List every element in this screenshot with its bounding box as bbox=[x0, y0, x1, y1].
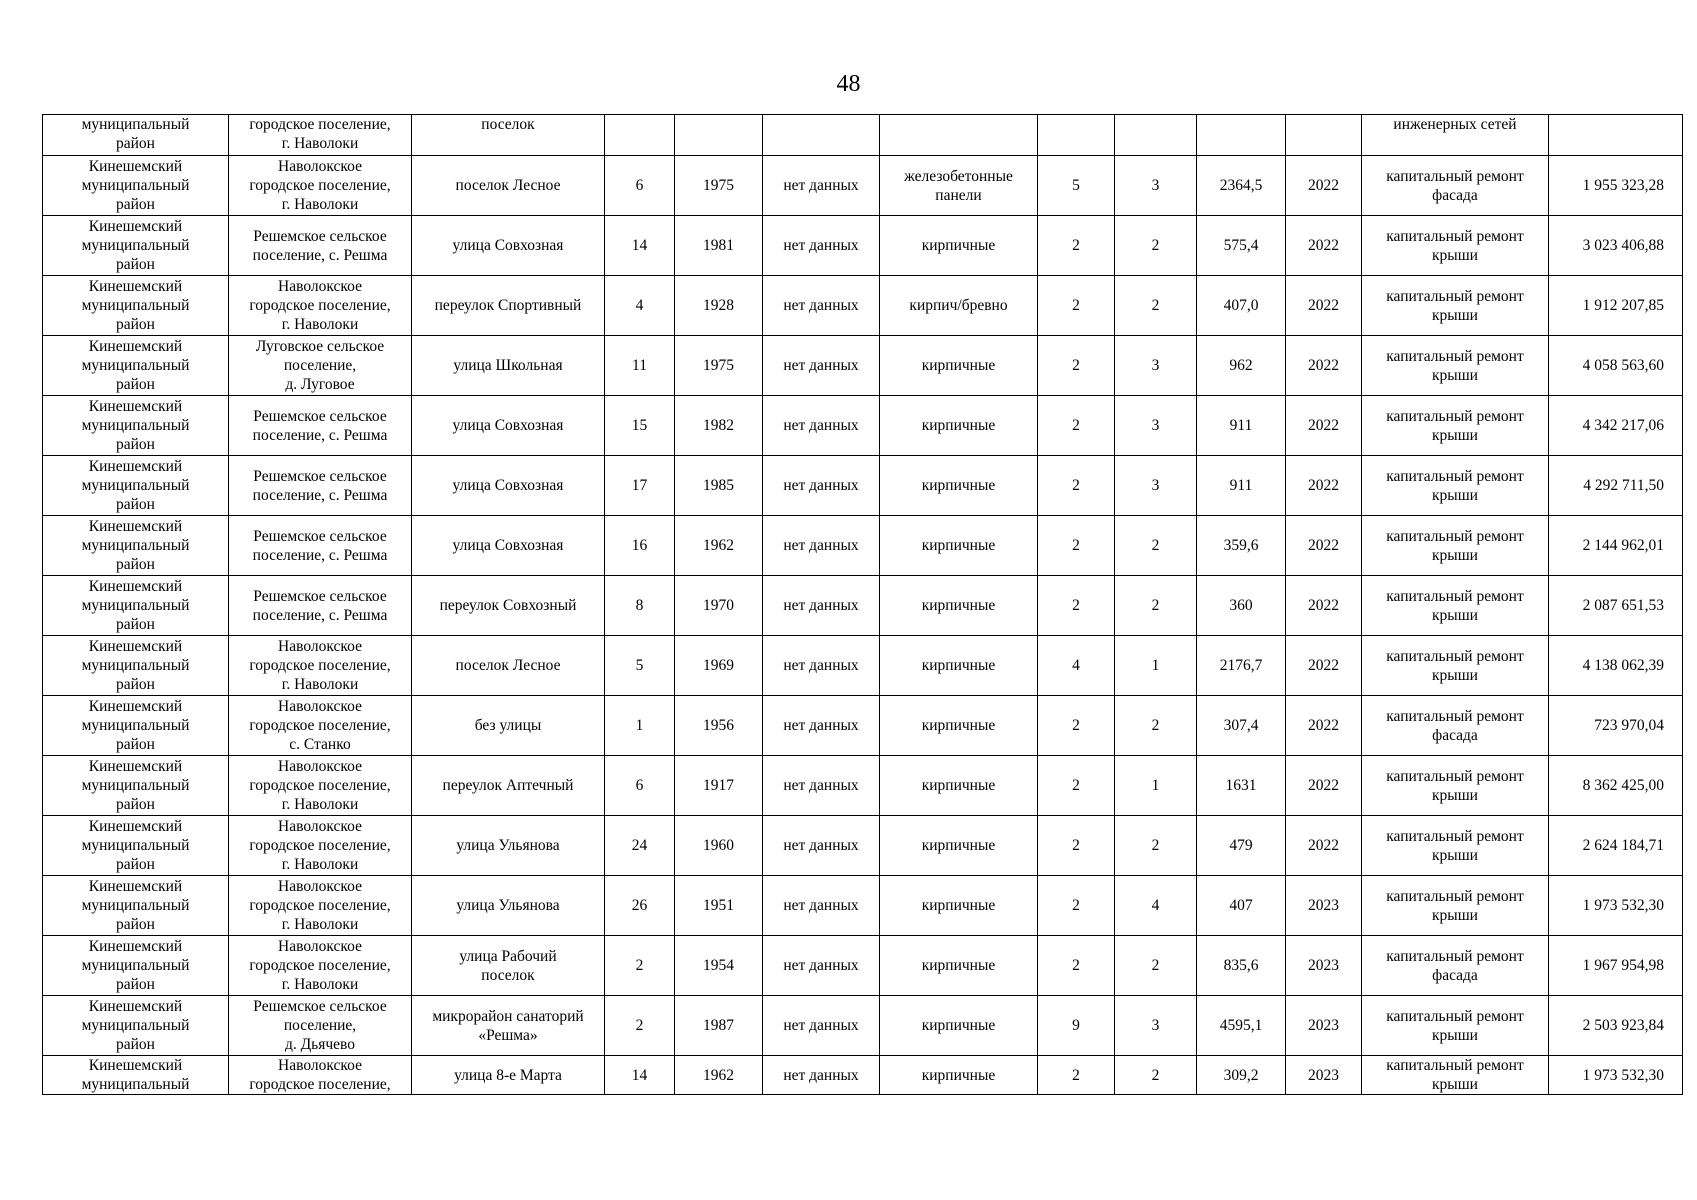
table-row bbox=[43, 636, 1683, 696]
district-cell: Кинешемский муниципальный район bbox=[43, 996, 229, 1056]
table-row bbox=[43, 396, 1683, 456]
area-cell: 911 bbox=[1197, 456, 1286, 516]
settlement-cell: Решемское сельское поселение, с. Решма bbox=[229, 576, 412, 636]
district-cell: Кинешемский муниципальный район bbox=[43, 576, 229, 636]
street-cell: улица Рабочий поселок bbox=[412, 936, 605, 996]
floors-cell: 2 bbox=[1038, 396, 1115, 456]
build-year-cell bbox=[675, 115, 763, 156]
district-cell: Кинешемский муниципальный район bbox=[43, 636, 229, 696]
floors-cell: 2 bbox=[1038, 576, 1115, 636]
entrances-cell: 3 bbox=[1115, 156, 1197, 216]
entrances-cell: 4 bbox=[1115, 876, 1197, 936]
area-cell: 911 bbox=[1197, 396, 1286, 456]
floors-cell: 2 bbox=[1038, 816, 1115, 876]
work-type-cell: капитальный ремонт крыши bbox=[1362, 876, 1549, 936]
cost-cell: 2 144 962,01 bbox=[1549, 516, 1683, 576]
wall-material-cell: кирпичные bbox=[880, 1056, 1038, 1095]
district-cell: муниципальный район bbox=[43, 115, 229, 156]
commissioning-cell: нет данных bbox=[763, 936, 880, 996]
commissioning-cell: нет данных bbox=[763, 456, 880, 516]
repair-year-cell: 2022 bbox=[1286, 156, 1362, 216]
settlement-cell: Наволокское городское поселение, г. Наволоки bbox=[229, 876, 412, 936]
wall-material-cell: кирпичные bbox=[880, 336, 1038, 396]
table-row bbox=[43, 756, 1683, 816]
work-type-cell: капитальный ремонт крыши bbox=[1362, 816, 1549, 876]
build-year-cell: 1962 bbox=[675, 516, 763, 576]
house-number-cell: 15 bbox=[605, 396, 675, 456]
build-year-cell: 1982 bbox=[675, 396, 763, 456]
build-year-cell: 1928 bbox=[675, 276, 763, 336]
street-cell: поселок Лесное bbox=[412, 156, 605, 216]
house-number-cell: 26 bbox=[605, 876, 675, 936]
build-year-cell: 1985 bbox=[675, 456, 763, 516]
entrances-cell: 2 bbox=[1115, 216, 1197, 276]
district-cell: Кинешемский муниципальный район bbox=[43, 696, 229, 756]
repair-year-cell: 2023 bbox=[1286, 1056, 1362, 1095]
work-type-cell: капитальный ремонт крыши bbox=[1362, 216, 1549, 276]
floors-cell: 5 bbox=[1038, 156, 1115, 216]
house-number-cell: 5 bbox=[605, 636, 675, 696]
district-cell: Кинешемский муниципальный район bbox=[43, 216, 229, 276]
settlement-cell: Решемское сельское поселение, с. Решма bbox=[229, 456, 412, 516]
house-number-cell bbox=[605, 115, 675, 156]
commissioning-cell: нет данных bbox=[763, 696, 880, 756]
street-cell: переулок Спортивный bbox=[412, 276, 605, 336]
district-cell: Кинешемский муниципальный район bbox=[43, 516, 229, 576]
table-row bbox=[43, 276, 1683, 336]
table-row bbox=[43, 576, 1683, 636]
district-cell: Кинешемский муниципальный bbox=[43, 1056, 229, 1095]
work-type-cell: капитальный ремонт крыши bbox=[1362, 756, 1549, 816]
entrances-cell: 2 bbox=[1115, 696, 1197, 756]
cost-cell bbox=[1549, 115, 1683, 156]
work-type-cell: капитальный ремонт крыши bbox=[1362, 636, 1549, 696]
table-row bbox=[43, 516, 1683, 576]
work-type-cell: инженерных сетей bbox=[1362, 115, 1549, 156]
street-cell: улица Школьная bbox=[412, 336, 605, 396]
page-number: 48 bbox=[836, 71, 861, 97]
work-type-cell: капитальный ремонт крыши bbox=[1362, 1056, 1549, 1095]
floors-cell: 4 bbox=[1038, 636, 1115, 696]
cost-cell: 4 138 062,39 bbox=[1549, 636, 1683, 696]
house-number-cell: 14 bbox=[605, 216, 675, 276]
house-number-cell: 24 bbox=[605, 816, 675, 876]
wall-material-cell: кирпичные bbox=[880, 816, 1038, 876]
district-cell: Кинешемский муниципальный район bbox=[43, 756, 229, 816]
build-year-cell: 1954 bbox=[675, 936, 763, 996]
street-cell: переулок Аптечный bbox=[412, 756, 605, 816]
area-cell: 360 bbox=[1197, 576, 1286, 636]
entrances-cell: 1 bbox=[1115, 636, 1197, 696]
work-type-cell: капитальный ремонт крыши bbox=[1362, 276, 1549, 336]
entrances-cell: 3 bbox=[1115, 456, 1197, 516]
house-number-cell: 2 bbox=[605, 936, 675, 996]
settlement-cell: Наволокское городское поселение, bbox=[229, 1056, 412, 1095]
street-cell: переулок Совхозный bbox=[412, 576, 605, 636]
house-number-cell: 2 bbox=[605, 996, 675, 1056]
repair-year-cell: 2022 bbox=[1286, 276, 1362, 336]
wall-material-cell: кирпичные bbox=[880, 216, 1038, 276]
floors-cell: 2 bbox=[1038, 216, 1115, 276]
build-year-cell: 1951 bbox=[675, 876, 763, 936]
cost-cell: 2 087 651,53 bbox=[1549, 576, 1683, 636]
table-row bbox=[43, 336, 1683, 396]
area-cell: 407,0 bbox=[1197, 276, 1286, 336]
entrances-cell: 1 bbox=[1115, 756, 1197, 816]
area-cell: 2364,5 bbox=[1197, 156, 1286, 216]
work-type-cell: капитальный ремонт крыши bbox=[1362, 396, 1549, 456]
entrances-cell: 3 bbox=[1115, 996, 1197, 1056]
commissioning-cell: нет данных bbox=[763, 216, 880, 276]
commissioning-cell: нет данных bbox=[763, 816, 880, 876]
repair-year-cell: 2022 bbox=[1286, 576, 1362, 636]
street-cell: поселок bbox=[412, 115, 605, 156]
settlement-cell: Решемское сельское поселение, с. Решма bbox=[229, 516, 412, 576]
area-cell: 962 bbox=[1197, 336, 1286, 396]
street-cell: микрорайон санаторий «Решма» bbox=[412, 996, 605, 1056]
house-number-cell: 16 bbox=[605, 516, 675, 576]
build-year-cell: 1956 bbox=[675, 696, 763, 756]
commissioning-cell: нет данных bbox=[763, 336, 880, 396]
commissioning-cell: нет данных bbox=[763, 756, 880, 816]
district-cell: Кинешемский муниципальный район bbox=[43, 276, 229, 336]
settlement-cell: Решемское сельское поселение, с. Решма bbox=[229, 216, 412, 276]
commissioning-cell: нет данных bbox=[763, 516, 880, 576]
repair-year-cell: 2022 bbox=[1286, 396, 1362, 456]
settlement-cell: Наволокское городское поселение, г. Наволоки bbox=[229, 276, 412, 336]
table-row bbox=[43, 876, 1683, 936]
street-cell: улица Совхозная bbox=[412, 216, 605, 276]
street-cell: улица Ульянова bbox=[412, 816, 605, 876]
commissioning-cell: нет данных bbox=[763, 1056, 880, 1095]
street-cell: улица Совхозная bbox=[412, 396, 605, 456]
cost-cell: 1 973 532,30 bbox=[1549, 1056, 1683, 1095]
floors-cell: 2 bbox=[1038, 276, 1115, 336]
build-year-cell: 1970 bbox=[675, 576, 763, 636]
cost-cell: 1 955 323,28 bbox=[1549, 156, 1683, 216]
house-number-cell: 14 bbox=[605, 1056, 675, 1095]
repair-year-cell: 2022 bbox=[1286, 336, 1362, 396]
settlement-cell: Луговское сельское поселение, д. Луговое bbox=[229, 336, 412, 396]
cost-cell: 4 058 563,60 bbox=[1549, 336, 1683, 396]
wall-material-cell: кирпичные bbox=[880, 636, 1038, 696]
street-cell: улица Ульянова bbox=[412, 876, 605, 936]
district-cell: Кинешемский муниципальный район bbox=[43, 876, 229, 936]
cost-cell: 2 503 923,84 bbox=[1549, 996, 1683, 1056]
entrances-cell: 3 bbox=[1115, 396, 1197, 456]
area-cell: 835,6 bbox=[1197, 936, 1286, 996]
area-cell: 479 bbox=[1197, 816, 1286, 876]
floors-cell: 2 bbox=[1038, 456, 1115, 516]
cost-cell: 723 970,04 bbox=[1549, 696, 1683, 756]
build-year-cell: 1962 bbox=[675, 1056, 763, 1095]
work-type-cell: капитальный ремонт крыши bbox=[1362, 996, 1549, 1056]
wall-material-cell: кирпич/бревно bbox=[880, 276, 1038, 336]
repair-year-cell: 2023 bbox=[1286, 936, 1362, 996]
area-cell: 1631 bbox=[1197, 756, 1286, 816]
district-cell: Кинешемский муниципальный район bbox=[43, 456, 229, 516]
work-type-cell: капитальный ремонт крыши bbox=[1362, 456, 1549, 516]
cost-cell: 2 624 184,71 bbox=[1549, 816, 1683, 876]
house-number-cell: 8 bbox=[605, 576, 675, 636]
floors-cell: 9 bbox=[1038, 996, 1115, 1056]
build-year-cell: 1960 bbox=[675, 816, 763, 876]
wall-material-cell: кирпичные bbox=[880, 456, 1038, 516]
work-type-cell: капитальный ремонт крыши bbox=[1362, 576, 1549, 636]
area-cell: 2176,7 bbox=[1197, 636, 1286, 696]
street-cell: улица Совхозная bbox=[412, 456, 605, 516]
work-type-cell: капитальный ремонт фасада bbox=[1362, 696, 1549, 756]
build-year-cell: 1987 bbox=[675, 996, 763, 1056]
cost-cell: 3 023 406,88 bbox=[1549, 216, 1683, 276]
floors-cell: 2 bbox=[1038, 696, 1115, 756]
settlement-cell: Наволокское городское поселение, г. Наволоки bbox=[229, 756, 412, 816]
settlement-cell: Решемское сельское поселение, д. Дьячево bbox=[229, 996, 412, 1056]
wall-material-cell: кирпичные bbox=[880, 756, 1038, 816]
entrances-cell: 2 bbox=[1115, 936, 1197, 996]
street-cell: улица Совхозная bbox=[412, 516, 605, 576]
commissioning-cell: нет данных bbox=[763, 996, 880, 1056]
build-year-cell: 1975 bbox=[675, 156, 763, 216]
wall-material-cell: кирпичные bbox=[880, 936, 1038, 996]
entrances-cell: 2 bbox=[1115, 576, 1197, 636]
table-row bbox=[43, 996, 1683, 1056]
district-cell: Кинешемский муниципальный район bbox=[43, 336, 229, 396]
cost-cell: 1 967 954,98 bbox=[1549, 936, 1683, 996]
wall-material-cell bbox=[880, 115, 1038, 156]
cost-cell: 4 342 217,06 bbox=[1549, 396, 1683, 456]
entrances-cell: 3 bbox=[1115, 336, 1197, 396]
house-number-cell: 11 bbox=[605, 336, 675, 396]
entrances-cell: 2 bbox=[1115, 816, 1197, 876]
floors-cell: 2 bbox=[1038, 936, 1115, 996]
area-cell bbox=[1197, 115, 1286, 156]
repair-year-cell: 2022 bbox=[1286, 636, 1362, 696]
repair-year-cell: 2023 bbox=[1286, 996, 1362, 1056]
build-year-cell: 1981 bbox=[675, 216, 763, 276]
district-cell: Кинешемский муниципальный район bbox=[43, 936, 229, 996]
commissioning-cell: нет данных bbox=[763, 156, 880, 216]
district-cell: Кинешемский муниципальный район bbox=[43, 816, 229, 876]
commissioning-cell bbox=[763, 115, 880, 156]
floors-cell: 2 bbox=[1038, 876, 1115, 936]
area-cell: 307,4 bbox=[1197, 696, 1286, 756]
commissioning-cell: нет данных bbox=[763, 576, 880, 636]
settlement-cell: Решемское сельское поселение, с. Решма bbox=[229, 396, 412, 456]
table-row bbox=[43, 115, 1683, 156]
table-row bbox=[43, 216, 1683, 276]
work-type-cell: капитальный ремонт крыши bbox=[1362, 336, 1549, 396]
entrances-cell: 2 bbox=[1115, 276, 1197, 336]
build-year-cell: 1917 bbox=[675, 756, 763, 816]
cost-cell: 8 362 425,00 bbox=[1549, 756, 1683, 816]
repair-year-cell: 2022 bbox=[1286, 516, 1362, 576]
floors-cell: 2 bbox=[1038, 1056, 1115, 1095]
cost-cell: 4 292 711,50 bbox=[1549, 456, 1683, 516]
wall-material-cell: кирпичные bbox=[880, 576, 1038, 636]
repair-year-cell: 2022 bbox=[1286, 756, 1362, 816]
house-number-cell: 4 bbox=[605, 276, 675, 336]
repair-year-cell: 2022 bbox=[1286, 456, 1362, 516]
settlement-cell: Наволокское городское поселение, г. Наволоки bbox=[229, 936, 412, 996]
repair-year-cell: 2022 bbox=[1286, 816, 1362, 876]
table-row bbox=[43, 156, 1683, 216]
wall-material-cell: кирпичные bbox=[880, 996, 1038, 1056]
repair-year-cell bbox=[1286, 115, 1362, 156]
table-body bbox=[43, 115, 1683, 1095]
table-row bbox=[43, 936, 1683, 996]
commissioning-cell: нет данных bbox=[763, 276, 880, 336]
entrances-cell bbox=[1115, 115, 1197, 156]
table-row bbox=[43, 1056, 1683, 1095]
work-type-cell: капитальный ремонт фасада bbox=[1362, 936, 1549, 996]
street-cell: без улицы bbox=[412, 696, 605, 756]
street-cell: улица 8-е Марта bbox=[412, 1056, 605, 1095]
cost-cell: 1 973 532,30 bbox=[1549, 876, 1683, 936]
area-cell: 575,4 bbox=[1197, 216, 1286, 276]
repair-year-cell: 2022 bbox=[1286, 696, 1362, 756]
settlement-cell: Наволокское городское поселение, г. Наволоки bbox=[229, 816, 412, 876]
floors-cell: 2 bbox=[1038, 516, 1115, 576]
area-cell: 407 bbox=[1197, 876, 1286, 936]
table-row bbox=[43, 456, 1683, 516]
settlement-cell: Наволокское городское поселение, г. Наволоки bbox=[229, 636, 412, 696]
commissioning-cell: нет данных bbox=[763, 876, 880, 936]
settlement-cell: Наволокское городское поселение, с. Станко bbox=[229, 696, 412, 756]
wall-material-cell: кирпичные bbox=[880, 516, 1038, 576]
commissioning-cell: нет данных bbox=[763, 396, 880, 456]
build-year-cell: 1975 bbox=[675, 336, 763, 396]
wall-material-cell: железобетонные панели bbox=[880, 156, 1038, 216]
housing-repair-table bbox=[42, 114, 1683, 1095]
floors-cell bbox=[1038, 115, 1115, 156]
cost-cell: 1 912 207,85 bbox=[1549, 276, 1683, 336]
work-type-cell: капитальный ремонт фасада bbox=[1362, 156, 1549, 216]
floors-cell: 2 bbox=[1038, 336, 1115, 396]
settlement-cell: Наволокское городское поселение, г. Наволоки bbox=[229, 156, 412, 216]
area-cell: 359,6 bbox=[1197, 516, 1286, 576]
repair-year-cell: 2022 bbox=[1286, 216, 1362, 276]
district-cell: Кинешемский муниципальный район bbox=[43, 396, 229, 456]
wall-material-cell: кирпичные bbox=[880, 396, 1038, 456]
settlement-cell: городское поселение, г. Наволоки bbox=[229, 115, 412, 156]
repair-year-cell: 2023 bbox=[1286, 876, 1362, 936]
house-number-cell: 6 bbox=[605, 756, 675, 816]
district-cell: Кинешемский муниципальный район bbox=[43, 156, 229, 216]
house-number-cell: 1 bbox=[605, 696, 675, 756]
wall-material-cell: кирпичные bbox=[880, 696, 1038, 756]
floors-cell: 2 bbox=[1038, 756, 1115, 816]
house-number-cell: 6 bbox=[605, 156, 675, 216]
area-cell: 309,2 bbox=[1197, 1056, 1286, 1095]
entrances-cell: 2 bbox=[1115, 516, 1197, 576]
commissioning-cell: нет данных bbox=[763, 636, 880, 696]
street-cell: поселок Лесное bbox=[412, 636, 605, 696]
wall-material-cell: кирпичные bbox=[880, 876, 1038, 936]
table-row bbox=[43, 696, 1683, 756]
area-cell: 4595,1 bbox=[1197, 996, 1286, 1056]
work-type-cell: капитальный ремонт крыши bbox=[1362, 516, 1549, 576]
table-row bbox=[43, 816, 1683, 876]
house-number-cell: 17 bbox=[605, 456, 675, 516]
build-year-cell: 1969 bbox=[675, 636, 763, 696]
entrances-cell: 2 bbox=[1115, 1056, 1197, 1095]
